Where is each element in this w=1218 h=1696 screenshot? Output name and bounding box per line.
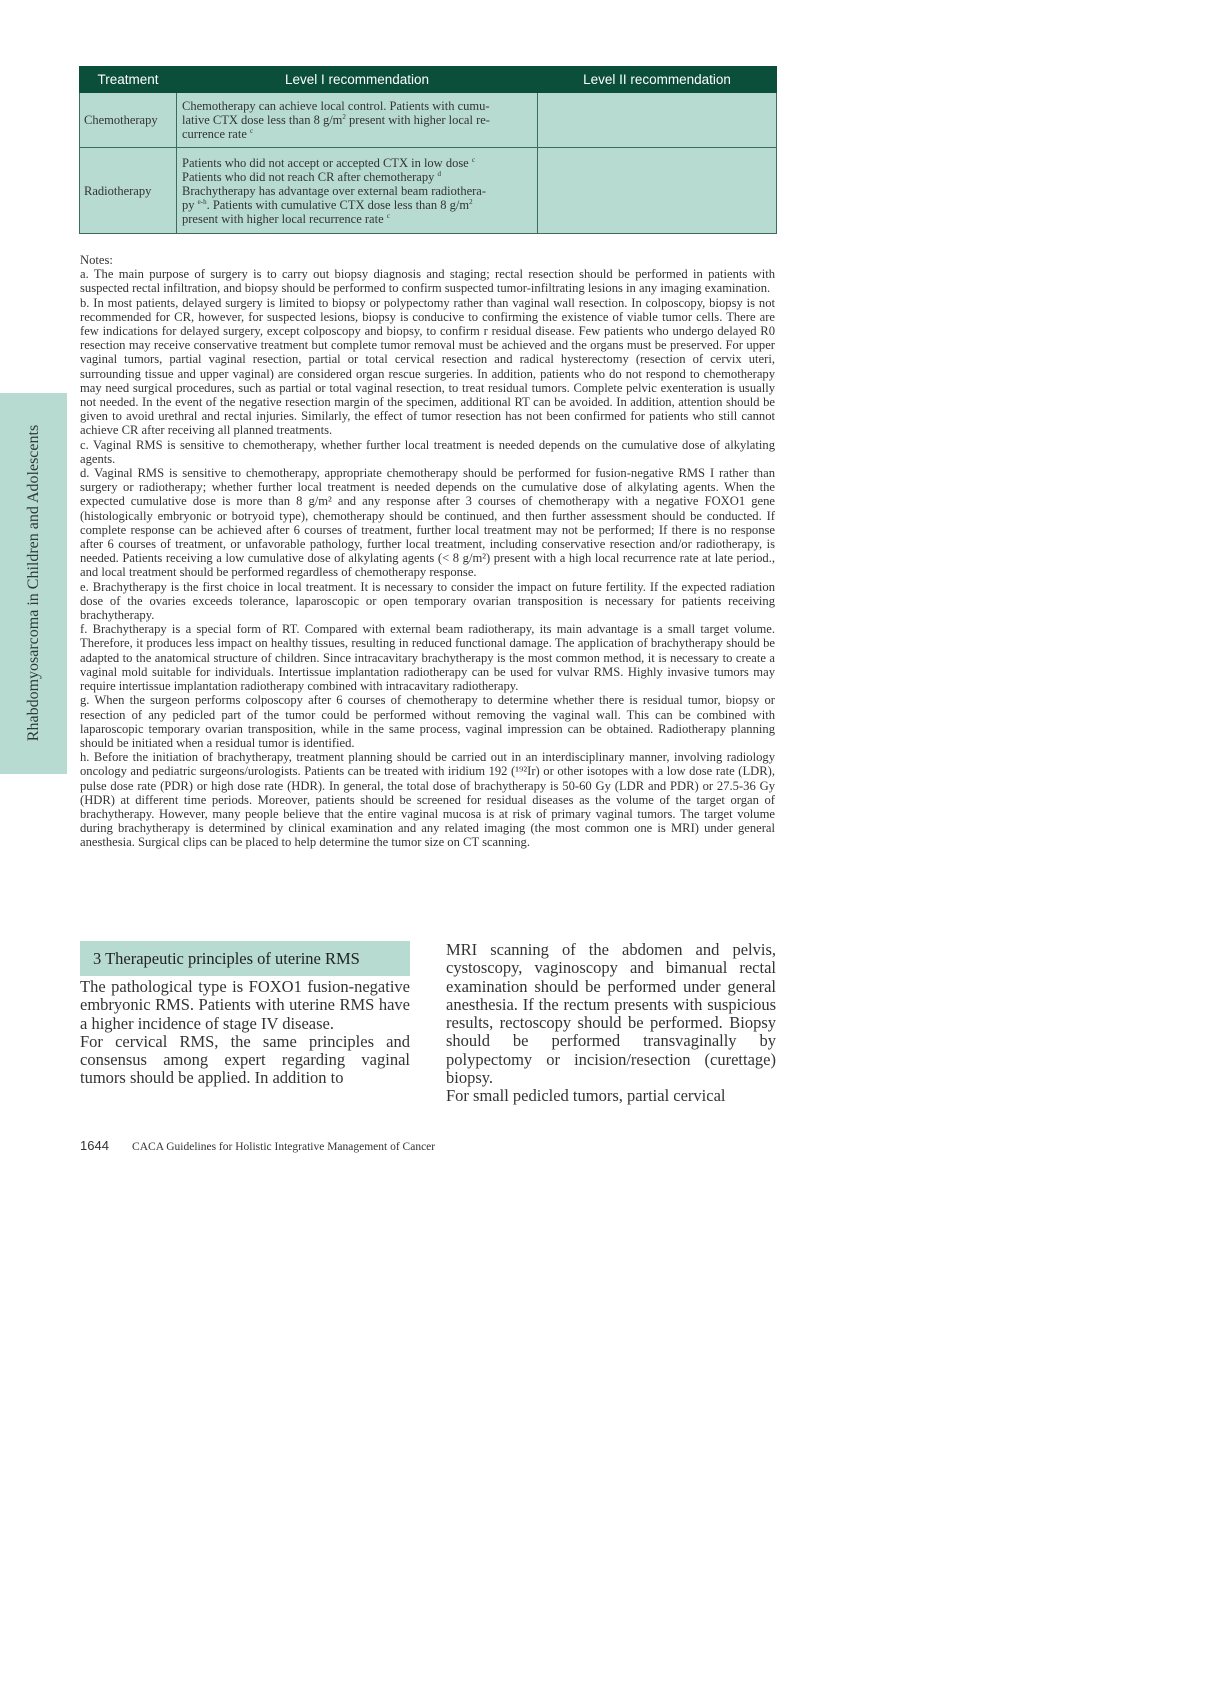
paragraph: MRI scanning of the abdomen and pelvis, cystoscopy, vaginoscopy and bimanual rectal examination should be performed under general anesthesia. If the rectum presents with suspicious results, rectoscopy should be performed. Biopsy should be performed transvaginally by polypectomy or incision/resection (curettage) biopsy. [446,940,776,1088]
row-level-1 [177,148,538,234]
cell-line: Patients who did not accept or accepted CTX in low dose $^c$ [182,155,475,170]
table-header-row [80,67,777,93]
page-footer [80,1138,435,1154]
header-treatment: Treatment [80,67,177,93]
paragraph: For small pedicled tumors, partial cervical [446,1086,726,1106]
row-level-1 [177,93,538,148]
paragraph: The pathological type is FOXO1 fusion-negative embryonic RMS. Patients with uterine RMS have a higher incidence of stage IV disease. [80,977,410,1033]
row-treatment: Chemotherapy [80,93,177,148]
note-item: g. When the surgeon performs colposcopy after 6 courses of chemotherapy to determine whether there is residual tumor, biopsy or resection of any pedicled part of the tumor could be performed without removing the vaginal wall. This can be combined with laparoscopic temporary ovarian transposition, while in the same process, vaginal impression can be obtained. Radiotherapy planning should be initiated when a residual tumor is identified. [80,693,775,750]
row-level-2 [538,93,777,148]
note-item: c. Vaginal RMS is sensitive to chemotherapy, whether further local treatment is needed depends on the cumulative dose of alkylating agents. [80,437,775,466]
recommendation-table [79,66,777,234]
cell-line: py $^{e-h}$. Patients with cumulative CTX dose less than 8 $g/m^2$ [182,197,473,212]
section-heading [80,941,410,976]
cell-line: lative CTX dose less than 8 $g/m^2$ present with higher local re- [182,112,490,127]
header-level-1: Level I recommendation [177,67,538,93]
section-heading-text: 3 Therapeutic principles of uterine RMS [93,948,360,968]
left-column [80,978,410,1088]
cell-line: present with higher local recurrence rate $^c$ [182,211,390,226]
header-level-2: Level II recommendation [538,67,777,93]
table-row [80,93,777,148]
cell-line: currence rate $^c$ [182,126,254,141]
note-item: f. Brachytherapy is a special form of RT. Compared with external beam radiotherapy, its main advantage is a small target volume. Therefore, it produces less impact on healthy tissues, resulting in reduced functional damage. The application of brachytherapy should be adapted to the anatomical structure of children. Since intracavitary brachytherapy is the most common method, it is necessary to create a vaginal mold suitable for individuals. Intertissue implantation radiotherapy can be used for vulvar RMS. Highly invasive tumors may require intertissue implantation radiotherapy combined with intracavitary radiotherapy. [80,622,775,694]
note-item: e. Brachytherapy is the first choice in local treatment. It is necessary to consider the impact on future fertility. If the expected radiation dose of the ovaries exceeds tolerance, laparoscopic or open temporary ovarian transposition is necessary for patients receiving brachytherapy. [80,579,775,623]
cell-line: Brachytherapy has advantage over external beam radiothera- [182,183,487,198]
note-item: b. In most patients, delayed surgery is limited to biopsy or polypectomy rather than vaginal wall resection. In colposcopy, biopsy is not recommended for CR, however, for suspected lesions, biopsy is conducive to confirming the existence of viable tumor cells. There are few indications for delayed surgery, except colposcopy and biopsy, to confirm r residual disease. Few patients who undergo delayed R0 resection may receive conservative treatment but complete tumor removal must be achieved and the organs must be preserved. For upper vaginal tumors, partial vaginal resection, partial or total cervical resection and radical hysterectomy (resection of cervix uteri, surrounding tissue and upper vaginal) are considered organ rescue surgeries. In addition, patients who do not respond to chemotherapy may need surgical procedures, such as partial or total vaginal resection, to treat residual tumors. Complete pelvic exenteration is usually not needed. In the event of the negative resection margin of the specimen, additional RT can be avoided. In addition, attention should be given to avoid urethral and rectal injuries. Similarly, the effect of tumor resection has not been confirmed for patients who still cannot achieve CR after receiving all planned treatments. [80,295,775,438]
row-treatment: Radiotherapy [80,148,177,234]
paragraph: For cervical RMS, the same principles and consensus among expert regarding vaginal tumors should be applied. In addition to [80,1031,410,1088]
side-tab-label: Rhabdomyosarcoma in Children and Adolescents [25,424,42,742]
page-number: 1644 [80,1138,109,1153]
cell-line: Chemotherapy can achieve local control. Patients with cumu- [182,99,490,113]
table-row [80,148,777,234]
note-item: a. The main purpose of surgery is to carry out biopsy diagnosis and staging; rectal resection should be performed in patients with suspected rectal infiltration, and biopsy should be performed to confirm suspected tumor-infiltrating lesions in any imaging examination. [80,267,775,296]
running-title: CACA Guidelines for Holistic Integrative Management of Cancer [132,1141,436,1153]
note-item: d. Vaginal RMS is sensitive to chemotherapy, appropriate chemotherapy should be performed for fusion-negative RMS I rather than surgery or radiotherapy; whether further local treatment is needed depends on the cumulative dose of alkylating agents. When the expected cumulative dose is more than 8 g/m² and any response after 3 courses of chemotherapy with a negative FOXO1 gene (histologically embryonic or botryoid type), chemotherapy should be continued, and then further assessment should be conducted. If complete response can be achieved after 6 courses of treatment, further local treatment may not be performed; If there is no response after 6 courses of treatment, or unfavorable pathology, further local treatment, including conservative resection and/or radiotherapy, is needed. Patients receiving a low cumulative dose of alkylating agents (< 8 g/m²) present with a high local recurrence rate at late period., and local treatment should be performed regardless of chemotherapy response. [80,466,775,580]
notes-heading: Notes: [80,253,113,267]
side-tab [0,393,67,774]
note-item: h. Before the initiation of brachytherapy, treatment planning should be carried out in an interdisciplinary manner, involving radiology oncology and pediatric surgeons/urologists. Patients can be treated with iridium 192 (¹⁹²Ir) or other isotopes with a low dose rate (LDR), pulse dose rate (PDR) or high dose rate (HDR). In general, the total dose of brachytherapy is 50-60 Gy (LDR and PDR) or 27.5-36 Gy (HDR) at different time periods. Moreover, patients should be screened for residual diseases as the volume of the target organ of brachytherapy. However, many people believe that the entire vaginal mucosa is at risk of primary vaginal tumors. The target volume during brachytherapy is determined by clinical examination and any related imaging (the most common one is MRI) under general anesthesia. Surgical clips can be placed to help determine the tumor size on CT scanning. [80,750,775,850]
row-level-2 [538,148,777,234]
notes [80,253,775,850]
cell-line: Patients who did not reach CR after chemotherapy $^d$ [182,169,441,184]
right-column [446,941,776,1106]
